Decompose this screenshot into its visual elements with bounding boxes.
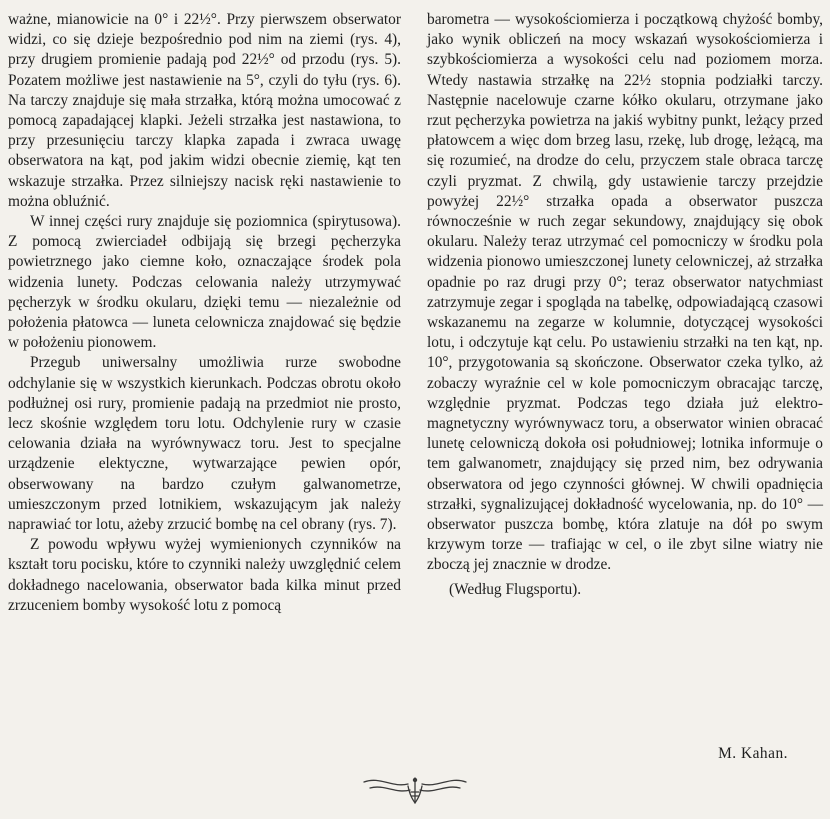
right-column: [427, 10, 823, 600]
paragraph: barometra — wysokościomierza i początkową chyżość bomby, jako wynik obliczeń na mocy wskazań wysokościomierza i szybkościomierza a wysokości celu nad poziomem morza. Wtedy nastawia strzałkę na 22½ stopnia podziałki tarczy. Następnie nacelowuje czarne kółko okularu, otrzymane jako rzut pęcherzyka powietrza na jakiś wybitny punkt, leżący przed płatowcem a więc dom brzeg lasu, rzekę, lub drogę, leżącą, ma się rozumieć, na drodze do celu, przyczem stale obraca tarczę czyli pryzmat. Z chwilą, gdy ustawienie tarczy przejdzie powyżej 22½° strzałka opada a obserwator puszcza równocześnie w ruch zegar sekundowy, znajdujący się obok okularu. Należy teraz utrzymać cel pomocniczy w środku pola widzenia pionowo umieszczonej lunety celowniczej, aż strzałka opadnie po raz drugi przy 0°; teraz obserwator natychmiast zatrzymuje zegar i spogląda na tabelkę, odpowiadającą czasowi wskazanemu na zegarze w kolumnie, dotyczącej wysokości lotu, i odczytuje kąt celu. Po ustawieniu strzałki na ten kąt, np. 10°, przygotowania są skończone. Obserwator czeka tylko, aż zobaczy wyraźnie cel w kole pomocniczym obracając tarczę, względnie pryzmat. Podczas tego działa już elektro-magnetyczny wyrównywacz toru, a obserwator winien obracać lunetę celowniczą dokoła osi południowej; lotnika informuje o tem galwanometr, znajdujący się przed nim, bez odrywania obserwatora od jego czynności głównej. W chwili opadnięcia strzałki, sygnalizującej dokładność wycelowania, np. do 10° — obserwator puszcza bombę, która zlatuje na dół po swym krzywym torze — trafiając w cel, o ile zbyt silne wiatry nie zboczą jej znacznie w drodze.: [427, 11, 823, 574]
paragraph: W innej części rury znajduje się poziomnica (spirytusowa). Z pomocą zwierciadeł odbijają się brzegi pęcherzyka powietrznego jako ciemne koło, oznaczające środek pola widzenia lunety. Podczas celowania należy utrzymywać pęcherzyk w środku okularu, dzięki temu — niezależnie od położenia płatowca — luneta celownicza znajdować się będzie w położeniu pionowem.: [8, 213, 401, 352]
source-note: (Według Flugsportu).: [449, 580, 582, 598]
left-column: [8, 10, 401, 616]
decorative-end-ornament-icon: [360, 772, 470, 808]
author-signature: M. Kahan.: [718, 745, 788, 762]
paragraph: Z powodu wpływu wyżej wymienionych czynników na kształt toru pocisku, które to czynniki należy uwzględnić celem dokładnego nacelowania, obserwator bada kilka minut przed zrzuceniem bomby wysokość lotu z pomocą: [8, 536, 401, 614]
paragraph: Przegub uniwersalny umożliwia rurze swobodne odchylanie się w wszystkich kierunkach. Podczas obrotu około podłużnej osi rury, promienie padają na przedmiot nie prosto, lecz skośnie względem toru lotu. Odchylenie rury w czasie celowania działa na wyrównywacz toru. Jest to specjalne urządzenie elektyczne, wytwarzające pewien opór, obserwowany na bardzo czułym galwanometrze, umieszczonym przed lotnikiem, wskazującym jak należy naprawiać tor lotu, ażeby zrzucić bombę na cel obrany (rys. 7).: [8, 354, 401, 534]
paragraph: ważne, mianowicie na 0° i 22½°. Przy pierwszem obserwator widzi, co się dzieje bezpośrednio pod nim na ziemi (rys. 4), przy drugiem promienie padają pod 22½° od przodu (rys. 5). Pozatem możliwe jest nastawienie na 5°, czyli do tyłu (rys. 6). Na tarczy znajduje się mała strzałka, którą można umocować z pomocą zapadającej klapki. Jeżeli strzałka jest nastawiona, to przy przesunięciu tarczy klapka zapada i zwraca uwagę obserwatora na kąt, pod jakim widzi obecnie ziemię, kąt ten wskazuje strzałka. Przez silniejszy nacisk ręki nastawienie to można obluźnić.: [8, 11, 401, 210]
